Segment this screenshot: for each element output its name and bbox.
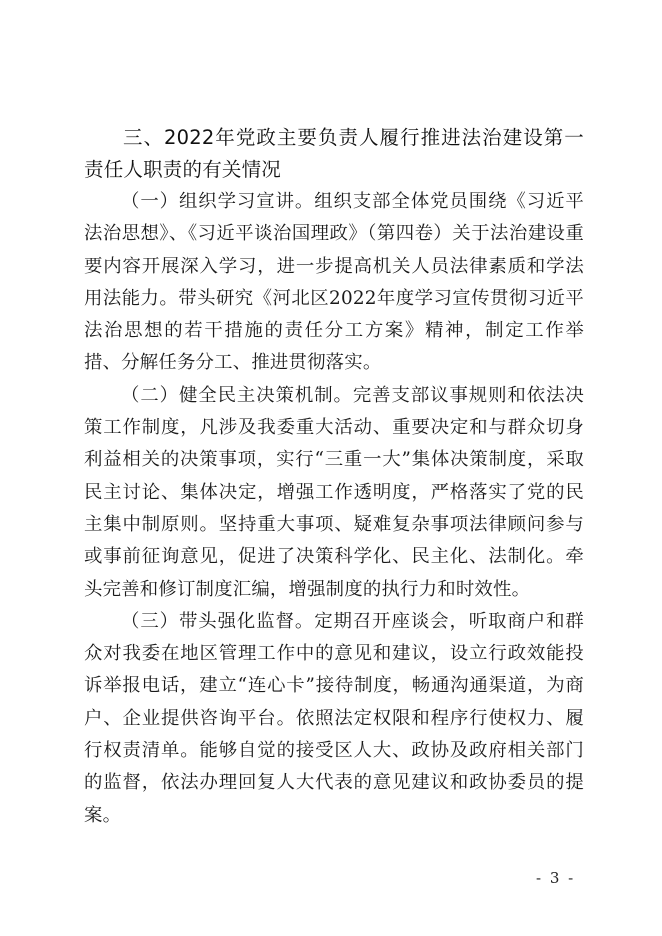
paragraph-supervision: （三）带头强化监督。定期召开座谈会，听取商户和群众对我委在地区管理工作中的意见和建议，设立行政效能投诉举报电话，建立“连心卡”接待制度，畅通沟通渠道，为商户、企业提供咨询平台。依照法定权限和程序行使权力、履行权责清单。能够自觉的接受区人大、政协及政府相关部门的监督，依法办理回复人大代表的意见建议和政协委员的提案。 [84,610,584,826]
section-heading: 三、2022年党政主要负责人履行推进法治建设第一责任人职责的有关情况 [84,126,584,181]
page-number: - 3 - [536,869,576,887]
paragraph-democratic-decision: （二）健全民主决策机制。完善支部议事规则和依法决策工作制度，凡涉及我委重大活动、重要决定和与群众切身利益相关的决策事项，实行“三重一大”集体决策制度，采取民主讨论、集体决定，增强工作透明度，严格落实了党的民主集中制原则。坚持重大事项、疑难复杂事项法律顾问参与或事前征询意见，促进了决策科学化、民主化、法制化。牵头完善和修订制度汇编，增强制度的执行力和时效性。 [84,384,584,600]
paragraph-study-publicity: （一）组织学习宣讲。组织支部全体党员围绕《习近平法治思想》、《习近平谈治国理政》（第四卷）关于法治建设重要内容开展深入学习，进一步提高机关人员法律素质和学法用法能力。带头研究《河北区2022年度学习宣传贯彻习近平法治思想的若干措施的责任分工方案》精神，制定工作举措、分解任务分工、推进贯彻落实。 [84,191,584,374]
document-body [84,122,584,832]
